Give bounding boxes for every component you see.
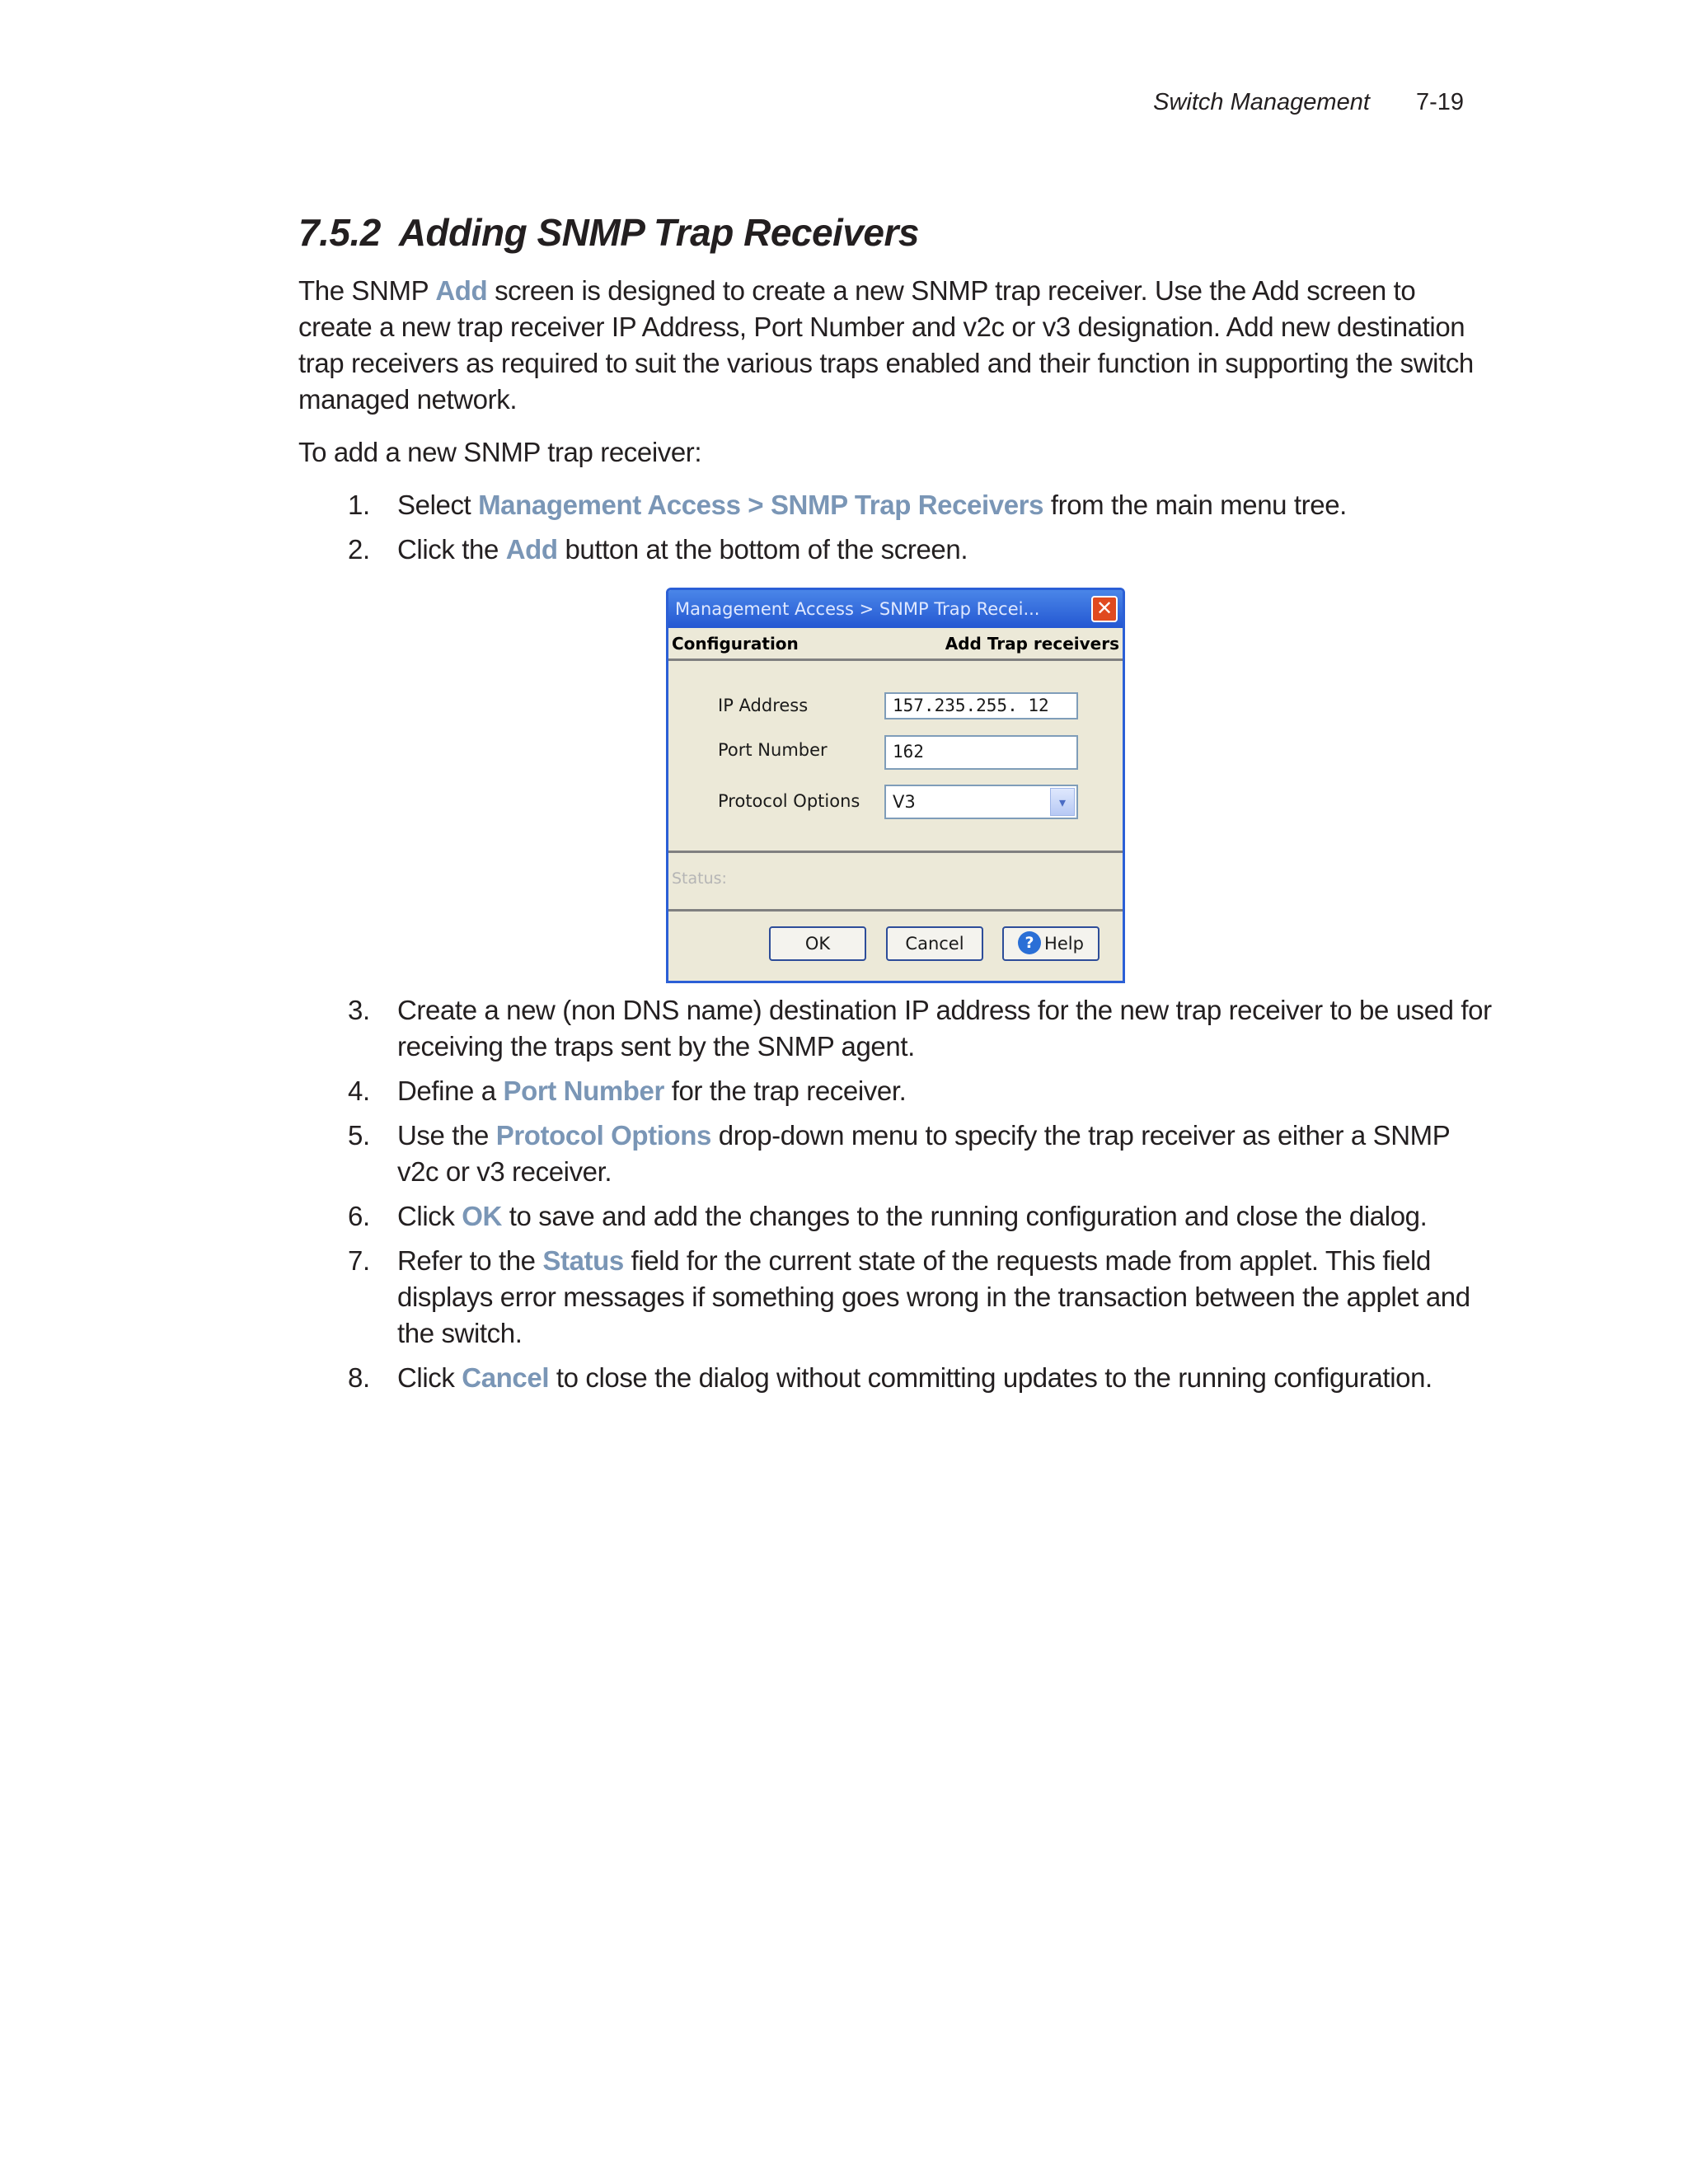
status-field: Status: bbox=[672, 869, 727, 888]
step-text: Click bbox=[397, 1201, 462, 1231]
steps-list-continued bbox=[298, 992, 1493, 1396]
page-header bbox=[0, 89, 1464, 116]
page-content bbox=[298, 210, 1493, 1404]
step-keyword: Port Number bbox=[503, 1076, 664, 1106]
step-keyword: Management Access > SNMP Trap Receivers bbox=[478, 490, 1044, 520]
header-section: Switch Management bbox=[1153, 89, 1370, 115]
cancel-button[interactable]: Cancel bbox=[886, 926, 983, 961]
step-text: Click bbox=[397, 1362, 462, 1393]
step-text: Select bbox=[397, 490, 479, 520]
instruction-lead: To add a new SNMP trap receiver: bbox=[298, 437, 702, 467]
step-item bbox=[298, 1360, 1493, 1396]
step-number: 4. bbox=[348, 1076, 370, 1106]
step-text: to save and add the changes to the running configuration and close the dialog. bbox=[501, 1201, 1428, 1231]
step-number: 2. bbox=[348, 534, 370, 565]
step-number: 8. bbox=[348, 1362, 370, 1393]
help-icon: ? bbox=[1018, 931, 1041, 954]
step-item bbox=[298, 1243, 1493, 1352]
intro-text-a: The SNMP bbox=[298, 275, 436, 306]
ip-address-label: IP Address bbox=[718, 696, 809, 715]
page-number: 7-19 bbox=[1415, 89, 1464, 115]
step-item bbox=[298, 487, 1493, 523]
step-item bbox=[298, 532, 1493, 568]
steps-list bbox=[298, 487, 1493, 568]
step-text: Define a bbox=[397, 1076, 504, 1106]
step-item bbox=[298, 1198, 1493, 1235]
step-keyword: OK bbox=[462, 1201, 502, 1231]
step-text: Refer to the bbox=[397, 1245, 543, 1276]
add-trap-receiver-dialog bbox=[666, 588, 1125, 983]
section-heading bbox=[298, 210, 1493, 255]
step-item bbox=[298, 1073, 1493, 1109]
protocol-options-label: Protocol Options bbox=[718, 791, 860, 811]
ok-button[interactable]: OK bbox=[769, 926, 866, 961]
port-number-label: Port Number bbox=[718, 740, 828, 760]
intro-text-b: screen is designed to create a new SNMP trap receiver. Use the Add screen to create a new trap receiver IP Address, Port Number and v2c or v3 designation. Add new destination trap receivers as required to suit the various traps enabled and their function in supporting the switch managed network. bbox=[298, 275, 1474, 415]
dialog-header bbox=[668, 628, 1123, 661]
protocol-options-select[interactable] bbox=[884, 785, 1078, 819]
add-trap-receivers-label: Add Trap receivers bbox=[945, 633, 1119, 654]
step-keyword: Status bbox=[542, 1245, 624, 1276]
step-text: drop-down menu to specify the trap receiver as either a SNMP v2c or v3 receiver. bbox=[397, 1120, 1450, 1187]
step-keyword: Protocol Options bbox=[495, 1120, 711, 1151]
dialog-form bbox=[668, 661, 1123, 851]
chevron-down-icon[interactable]: ▾ bbox=[1050, 788, 1075, 816]
step-text: to close the dialog without committing updates to the running configuration. bbox=[549, 1362, 1432, 1393]
dialog-titlebar bbox=[668, 590, 1123, 628]
step-keyword: Add bbox=[505, 534, 558, 565]
port-number-field[interactable]: 162 bbox=[884, 735, 1078, 770]
help-button[interactable] bbox=[1002, 926, 1100, 961]
step-number: 7. bbox=[348, 1245, 370, 1276]
step-number: 6. bbox=[348, 1201, 370, 1231]
dialog-title: Management Access > SNMP Trap Recei... bbox=[675, 599, 1040, 619]
step-keyword: Cancel bbox=[462, 1362, 550, 1393]
step-item bbox=[298, 1118, 1493, 1190]
section-number: 7.5.2 bbox=[298, 211, 381, 254]
configuration-label: Configuration bbox=[672, 633, 799, 654]
step-text: Click the bbox=[397, 534, 506, 565]
step-text: for the trap receiver. bbox=[663, 1076, 907, 1106]
step-number: 3. bbox=[348, 995, 370, 1025]
step-text: field for the current state of the requests made from applet. This field displays error messages if something goes wrong in the transaction between the applet and the switch. bbox=[397, 1245, 1470, 1348]
step-item bbox=[298, 992, 1493, 1065]
ip-address-field[interactable]: 157.235.255. 12 bbox=[884, 692, 1078, 719]
intro-paragraph bbox=[298, 273, 1493, 418]
figure bbox=[298, 576, 1493, 992]
help-label: Help bbox=[1044, 934, 1084, 954]
close-icon[interactable]: ✕ bbox=[1091, 596, 1118, 622]
protocol-options-value: V3 bbox=[893, 792, 916, 812]
section-title: Adding SNMP Trap Receivers bbox=[398, 211, 919, 254]
step-text: Create a new (non DNS name) destination IP address for the new trap receiver to be used for receiving the traps sent by the SNMP agent. bbox=[397, 995, 1492, 1062]
step-number: 1. bbox=[348, 490, 370, 520]
step-number: 5. bbox=[348, 1120, 370, 1151]
step-text: from the main menu tree. bbox=[1043, 490, 1347, 520]
intro-keyword: Add bbox=[435, 275, 488, 306]
dialog-buttons bbox=[668, 909, 1123, 983]
step-text: button at the bottom of the screen. bbox=[557, 534, 968, 565]
step-text: Use the bbox=[397, 1120, 496, 1151]
